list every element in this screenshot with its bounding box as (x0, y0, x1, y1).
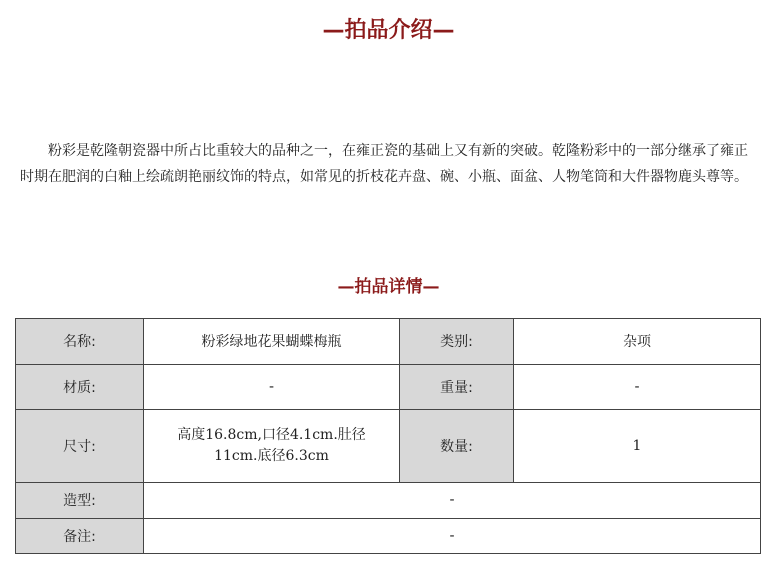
size-value: 高度16.8cm,口径4.1cm.肚径11cm.底径6.3cm (144, 410, 400, 483)
details-section-title: —拍品详情— (337, 277, 440, 297)
intro-paragraph: 粉彩是乾隆朝瓷器中所占比重较大的品种之一，在雍正瓷的基础上又有新的突破。乾隆粉彩中的一部分继承了雍正时期在肥润的白釉上绘疏朗艳丽纹饰的特点，如常见的折枝花卉盘、碗、小瓶、面盆、人物笔筒和大件器物鹿头尊等。 (20, 143, 748, 185)
quantity-label: 数量: (400, 410, 514, 483)
details-row-size (16, 410, 761, 483)
details-row-shape (16, 483, 761, 518)
weight-label: 重量: (400, 364, 514, 410)
notes-value: - (144, 518, 761, 553)
shape-value: - (144, 483, 761, 518)
name-value: 粉彩绿地花果蝴蝶梅瓶 (144, 319, 400, 365)
details-row-material (16, 364, 761, 410)
details-row-notes (16, 518, 761, 553)
shape-label: 造型: (16, 483, 144, 518)
details-row-name (16, 319, 761, 365)
details-table (15, 318, 761, 554)
notes-label: 备注: (16, 518, 144, 553)
size-label: 尺寸: (16, 410, 144, 483)
material-value: - (144, 364, 400, 410)
weight-value: - (514, 364, 761, 410)
quantity-value: 1 (514, 410, 761, 483)
category-label: 类别: (400, 319, 514, 365)
material-label: 材质: (16, 364, 144, 410)
category-value: 杂项 (514, 319, 761, 365)
name-label: 名称: (16, 319, 144, 365)
intro-section-title: —拍品介绍— (322, 18, 455, 43)
